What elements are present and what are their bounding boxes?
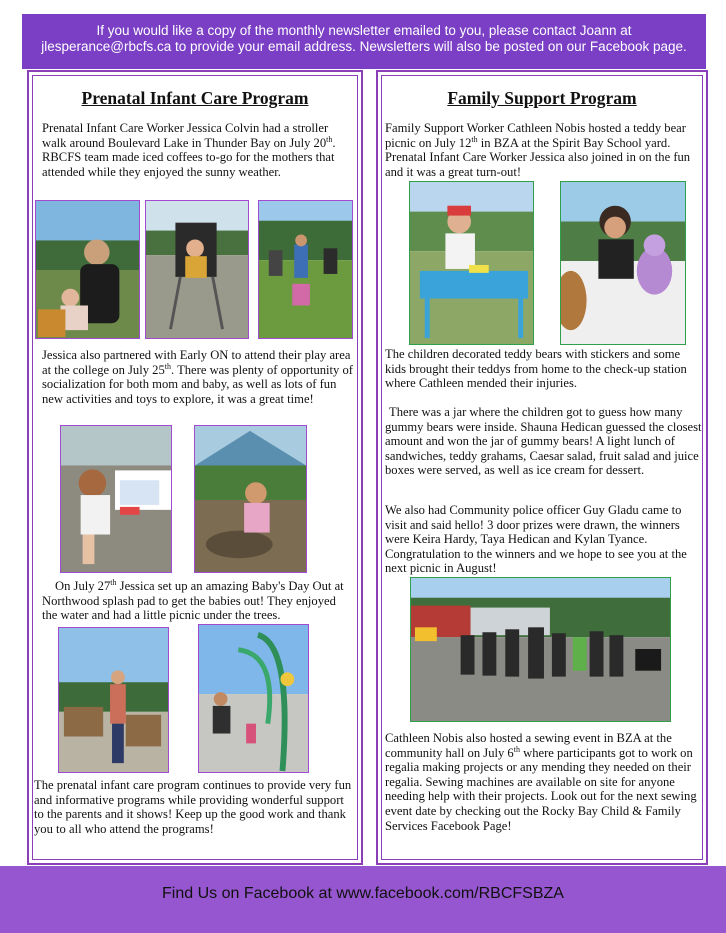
sewing-event-paragraph: Cathleen Nobis also hosted a sewing event in BZA at the community hall on July 6th where participants got to work on regalia making projects or any mending they needed on their regalia. Sewing machines are available on site for anyone needing help with their projects. Look out for the next sewing event date by checking out the Rocky Bay Child & Family Services Facebook Page! (385, 731, 697, 833)
prenatal-program-title: Prenatal Infant Care Program (81, 88, 309, 108)
teddy-bear-picnic-paragraph: Family Support Worker Cathleen Nobis hosted a teddy bear picnic on July 12th in BZA at the Spirit Bay School yard. Prenatal Infant Care Worker Jessica also joined in on the fun and it was a great turn-out! (385, 121, 691, 179)
family-support-title: Family Support Program (447, 88, 637, 108)
splash-pad-photo-1 (58, 627, 169, 773)
facebook-footer (0, 866, 726, 933)
teddy-picnic-group-photo (410, 577, 671, 722)
notice-text: If you would like a copy of the monthly newsletter emailed to you, please contact Joann at jlesperance@rbcfs.ca to provide your email address. Newsletters will also be posted on our Facebook page. (41, 23, 687, 54)
teddy-decorating-paragraph: The children decorated teddy bears with stickers and some kids brought their teddys from home to the check-up station where Cathleen mended their injuries. (385, 347, 687, 391)
stroller-walk-photo-1 (35, 200, 140, 339)
prenatal-closing-paragraph: The prenatal infant care program continues to provide very fun and informative programs while providing wonderful support to the parents and it shows! Keep up the good work and thank you to all who attend the programs! (34, 778, 352, 836)
splash-pad-paragraph: On July 27th Jessica set up an amazing Baby's Day Out at Northwood splash pad to get the babies out! They enjoyed the water and had a little picnic under the trees. (42, 577, 344, 623)
teddy-picnic-photo-2 (560, 181, 686, 345)
early-on-play-photo-2 (194, 425, 307, 573)
early-on-paragraph: Jessica also partnered with Early ON to attend their play area at the college on July 25th. There was plenty of opportunity of socialization for both mom and baby, as well as lots of fun new activities and toys to explore, it was a great time! (42, 348, 353, 406)
splash-pad-photo-2 (198, 624, 309, 773)
stroller-walk-paragraph: Prenatal Infant Care Worker Jessica Colvin had a stroller walk around Boulevard Lake in Thunder Bay on July 20th. RBCFS team made iced coffees to-go for the mothers that attended while they enjoyed the sunny weather. (42, 121, 336, 179)
early-on-play-photo-1 (60, 425, 172, 573)
police-visit-paragraph: We also had Community police officer Guy Gladu came to visit and said hello! 3 door prizes were drawn, the winners were Keira Hardy, Taya Hedican and Kylan Tyance. Congratulation to the winners and we hope to see you at the next picnic in August! (385, 503, 687, 576)
gummy-bear-jar-paragraph: There was a jar where the children got to guess how many gummy bears were inside. Shauna Hedican guessed the closest amount and won the jar of gummy bears! A light lunch of sandwiches, teddy grahams, Caesar salad, fruit salad and juice boxes were served, as well as ice cream for dessert. (385, 405, 702, 478)
stroller-walk-photo-3 (258, 200, 353, 339)
teddy-picnic-photo-1 (409, 181, 534, 345)
facebook-link-text[interactable]: Find Us on Facebook at www.facebook.com/RBCFSBZA (162, 885, 564, 902)
stroller-walk-photo-2 (145, 200, 249, 339)
newsletter-email-notice (22, 14, 706, 69)
